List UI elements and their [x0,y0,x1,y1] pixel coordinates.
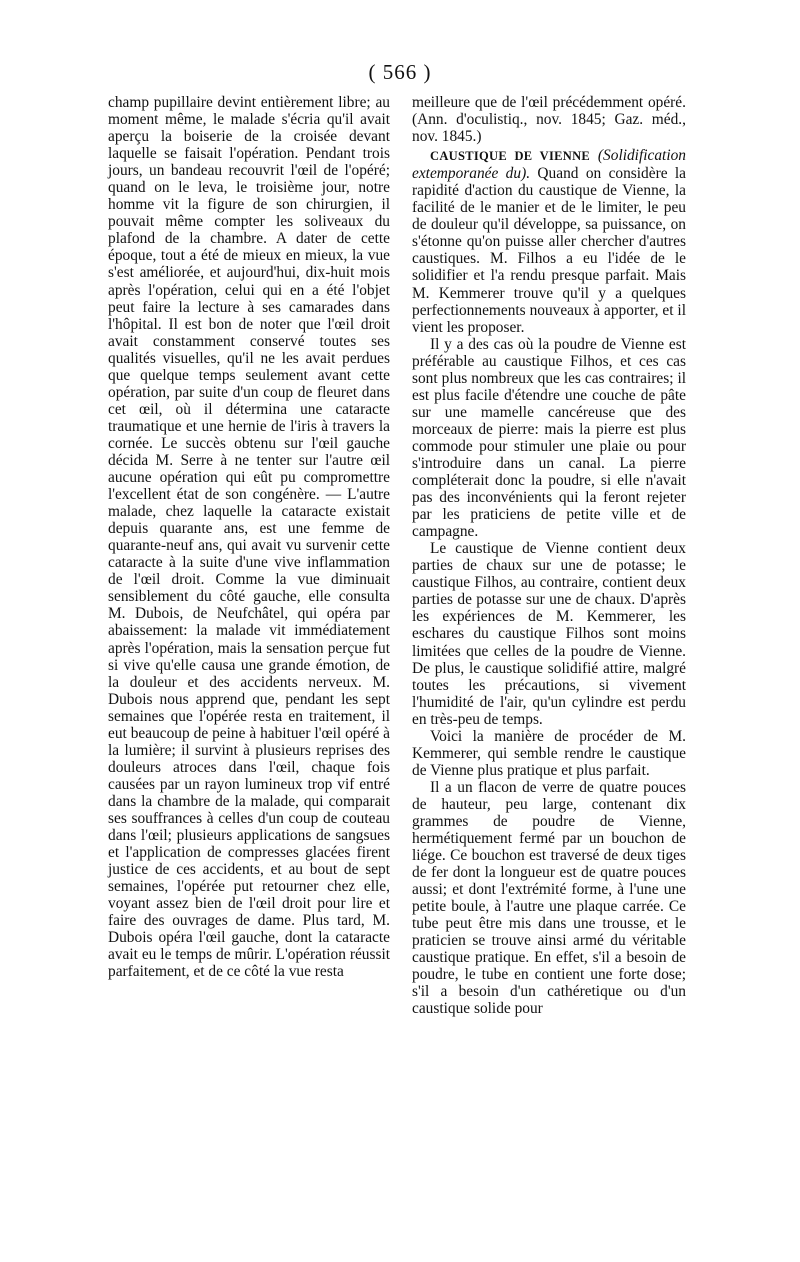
section-heading: CAUSTIQUE DE VIENNE [430,149,591,164]
page-number: ( 566 ) [368,60,432,84]
left-column [108,94,390,980]
left-paragraph: champ pupillaire devint entièrement libre; au moment même, le malade s'écria qu'il avait aperçu la boiserie de la croisée devant laquelle se faisait l'opération. Pendant trois jours, un bandeau recouvrit l'œil de l'opéré; quand on le leva, le troisième jour, notre homme vit la figure de son chirurgien, il pouvait même compter les soliveaux du plafond de la chambre. A dater de cette époque, tout a été de mieux en mieux, la vue s'est améliorée, et aujourd'hui, dix-huit mois après l'opération, celui qui en a été l'objet peut faire la lecture à ses camarades dans l'hôpital. Il est bon de noter que l'œil droit avait constamment conservé toutes ses qualités visuelles, qu'il ne les avait perdues que quelque temps seulement avant cette opération, par suite d'un coup de fleuret dans cet œil, où il détermina une cataracte traumatique et une hernie de l'iris à travers la cornée. Le succès obtenu sur l'œil gauche décida M. Serre à ne tenter sur l'autre œil aucune opération qui eût pu compromettre l'excellent état de son congénère. — L'autre malade, chez laquelle la cataracte existait depuis quarante ans, est une femme de quarante-neuf ans, qui avait vu survenir cette cataracte à la suite d'une vive inflammation de l'œil droit. Comme la vue diminuait sensiblement du côté gauche, elle consulta M. Dubois, de Neufchâtel, qui opéra par abaissement: la malade vit immédiatement après l'opération, mais la sensation perçue fut si vive qu'elle causa une grande émotion, de la douleur et des accidents nerveux. M. Dubois nous apprend que, pendant les sept semaines que l'opérée resta en traitement, il eut beaucoup de peine à habituer l'œil opéré à la lumière; il survint à plusieurs reprises des douleurs atroces dans l'œil, chaque fois causées par un rayon lumineux trop vif entré dans la chambre de la malade, qui comparait ses souffrances à celles d'un coup de couteau dans l'œil; plusieurs applications de sangsues et l'application de compresses glacées firent justice de ces accidents, et au bout de sept semaines, l'opérée put retourner chez elle, voyant assez bien de l'œil droit pour lire et faire des ouvrages de dame. Plus tard, M. Dubois opéra l'œil gauche, dont la cataracte avait eu le temps de mûrir. L'opération réussit parfaitement, et de ce côté la vue resta [108,94,390,981]
section-paragraph-4: Voici la manière de procéder de M. Kemmerer, qui semble rendre le caustique de Vienne plus pratique et plus parfait. [412,727,686,779]
section-paragraph-1 [412,147,686,336]
right-column [412,94,686,1018]
section-paragraph-3: Le caustique de Vienne contient deux parties de chaux sur une de potasse; le caustique Filhos, au contraire, contient deux parties de potasse sur une de chaux. D'après les expériences de M. Kemmerer, les eschares du caustique Filhos sont moins limitées que celles de la poudre de Vienne. De plus, le caustique solidifié attire, malgré toutes les précautions, si vivement l'humidité de l'air, qu'un cylindre est perdu en très-peu de temps. [412,540,686,728]
section-paragraph-1-text: Quand on considère la rapidité d'action du caustique de Vienne, la facilité de le manier et de le limiter, le peu de douleur qu'il développe, sa puissance, on s'étonne qu'on puisse aller chercher d'autres caustiques. M. Filhos a eu l'idée de le solidifier et l'a rendu presque parfait. Mais M. Kemmerer trouve qu'il y a quelques perfectionnements nouveaux à apporter, et il vient les proposer. [412,165,687,336]
section-paragraph-5: Il a un flacon de verre de quatre pouces de hauteur, peu large, contenant dix grammes de poudre de Vienne, hermétiquement fermé par un bouchon de liége. Ce bouchon est traversé de deux tiges de fer dont la longueur est de quatre pouces aussi; et dont l'extrémité forme, à l'une une petite boule, à l'autre une plaque carrée. Ce tube peut être mis dans une trousse, et le praticien se trouve ainsi armé du véritable caustique pratique. En effet, s'il a besoin de poudre, le tube en contient une forte dose; s'il a besoin d'un cathéretique ou d'un caustique solide pour [412,778,686,1018]
section-heading-subtitle: (Solidification extemporanée du). [412,147,686,183]
section-paragraph-2: Il y a des cas où la poudre de Vienne est préférable au caustique Filhos, et ces cas sont plus nombreux que les cas contraires; il est plus facile d'étendre une couche de pâte sur une mamelle cancéreuse que des morceaux de pierre: mais la pierre est plus commode pour stimuler une plaie ou pour s'introduire dans un canal. La pierre compléterait donc la poudre, si elle n'avait pas des inconvénients qui la feront rejeter par les praticiens de petite ville et de campagne. [412,335,686,541]
continuation-paragraph: meilleure que de l'œil précédemment opéré. (Ann. d'oculistiq., nov. 1845; Gaz. méd., nov. 1845.) [412,94,686,146]
